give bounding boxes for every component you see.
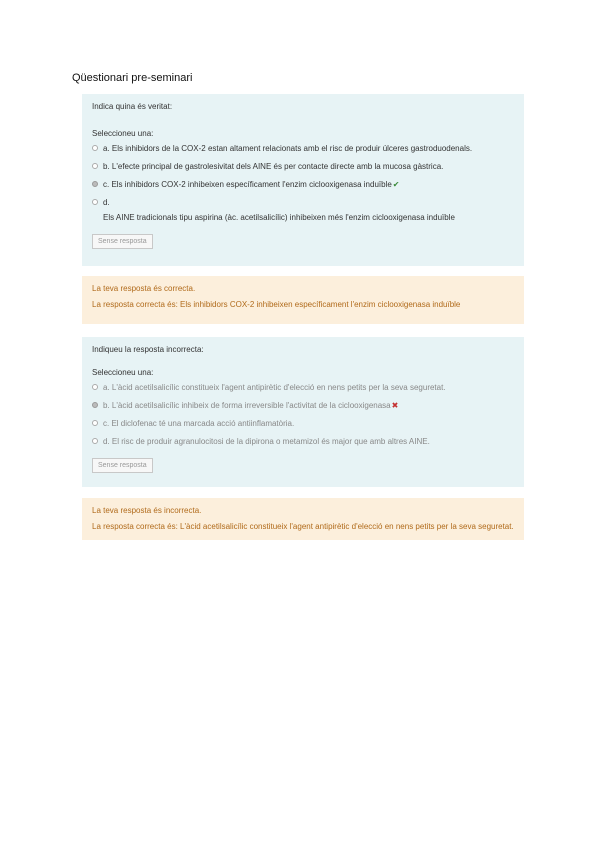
q1-no-answer-button[interactable]: Sense resposta (92, 234, 153, 249)
feedback-2-correct-answer: La resposta correcta és: L'àcid acetilsalicílic constitueix l'agent antipirètic d'elecció en nens petits per la seva seguretat. (92, 522, 514, 531)
question-2-prompt: Seleccioneu una: (92, 368, 154, 377)
feedback-2-status: La teva resposta és incorrecta. (92, 506, 202, 515)
feedback-2 (82, 498, 524, 540)
feedback-1 (82, 276, 524, 324)
q2-radio-d[interactable] (92, 438, 98, 444)
question-1 (82, 94, 524, 266)
feedback-1-correct-answer: La resposta correcta és: Els inhibidors COX-2 inhibeixen específicament l'enzim ciclooxigenasa induïble (92, 300, 461, 309)
q2-answer-a[interactable] (92, 382, 514, 393)
q2-no-answer-button[interactable]: Sense resposta (92, 458, 153, 473)
q2-answer-c[interactable] (92, 418, 514, 429)
q1-answer-a-label: a. Els inhibidors de la COX-2 estan altament relacionats amb el risc de produir úlceres gastroduodenals. (103, 144, 473, 153)
q2-radio-c[interactable] (92, 420, 98, 426)
feedback-1-status: La teva resposta és correcta. (92, 284, 196, 293)
page-title: Qüestionari pre-seminari (72, 72, 193, 84)
q2-radio-b[interactable] (92, 402, 98, 408)
question-1-text: Indica quina és veritat: (92, 102, 173, 111)
q1-radio-d[interactable] (92, 199, 98, 205)
q1-answer-d[interactable] (92, 197, 514, 223)
correct-check-icon: ✔ (392, 180, 400, 189)
q2-answer-b-label: b. L'àcid acetilsalicílic inhibeix de forma irreversible l'activitat de la ciclooxigenasa (103, 401, 391, 410)
q1-answer-c[interactable] (92, 179, 514, 190)
q1-radio-c[interactable] (92, 181, 98, 187)
q2-answer-c-label: c. El diclofenac té una marcada acció antiinflamatòria. (103, 419, 295, 428)
q1-answer-c-label: c. Els inhibidors COX-2 inhibeixen específicament l'enzim ciclooxigenasa induïble (103, 180, 392, 189)
q1-answer-d-label: d. (103, 198, 110, 207)
q2-answer-d-label: d. El risc de produir agranulocitosi de la dipirona o metamizol és major que amb altres AINE. (103, 437, 430, 446)
q1-radio-b[interactable] (92, 163, 98, 169)
q1-answer-d-label-2: Els AINE tradicionals tipu aspirina (àc. acetilsalicílic) inhibeixen més l'enzim ciclooxigenasa induïble (103, 213, 455, 222)
q2-answer-b[interactable] (92, 400, 514, 411)
q2-answer-d[interactable] (92, 436, 514, 447)
q1-radio-a[interactable] (92, 145, 98, 151)
q2-answer-a-label: a. L'àcid acetilsalicílic constitueix l'agent antipirètic d'elecció en nens petits per la seva seguretat. (103, 383, 446, 392)
q1-answer-b-label: b. L'efecte principal de gastrolesivitat dels AINE és per contacte directe amb la mucosa gàstrica. (103, 162, 444, 171)
question-2-text: Indiqueu la resposta incorrecta: (92, 345, 204, 354)
q1-answer-b[interactable] (92, 161, 514, 172)
q1-answer-a[interactable] (92, 143, 514, 154)
q2-radio-a[interactable] (92, 384, 98, 390)
question-1-prompt: Seleccioneu una: (92, 129, 154, 138)
question-2 (82, 337, 524, 487)
incorrect-cross-icon: ✖ (391, 401, 399, 410)
